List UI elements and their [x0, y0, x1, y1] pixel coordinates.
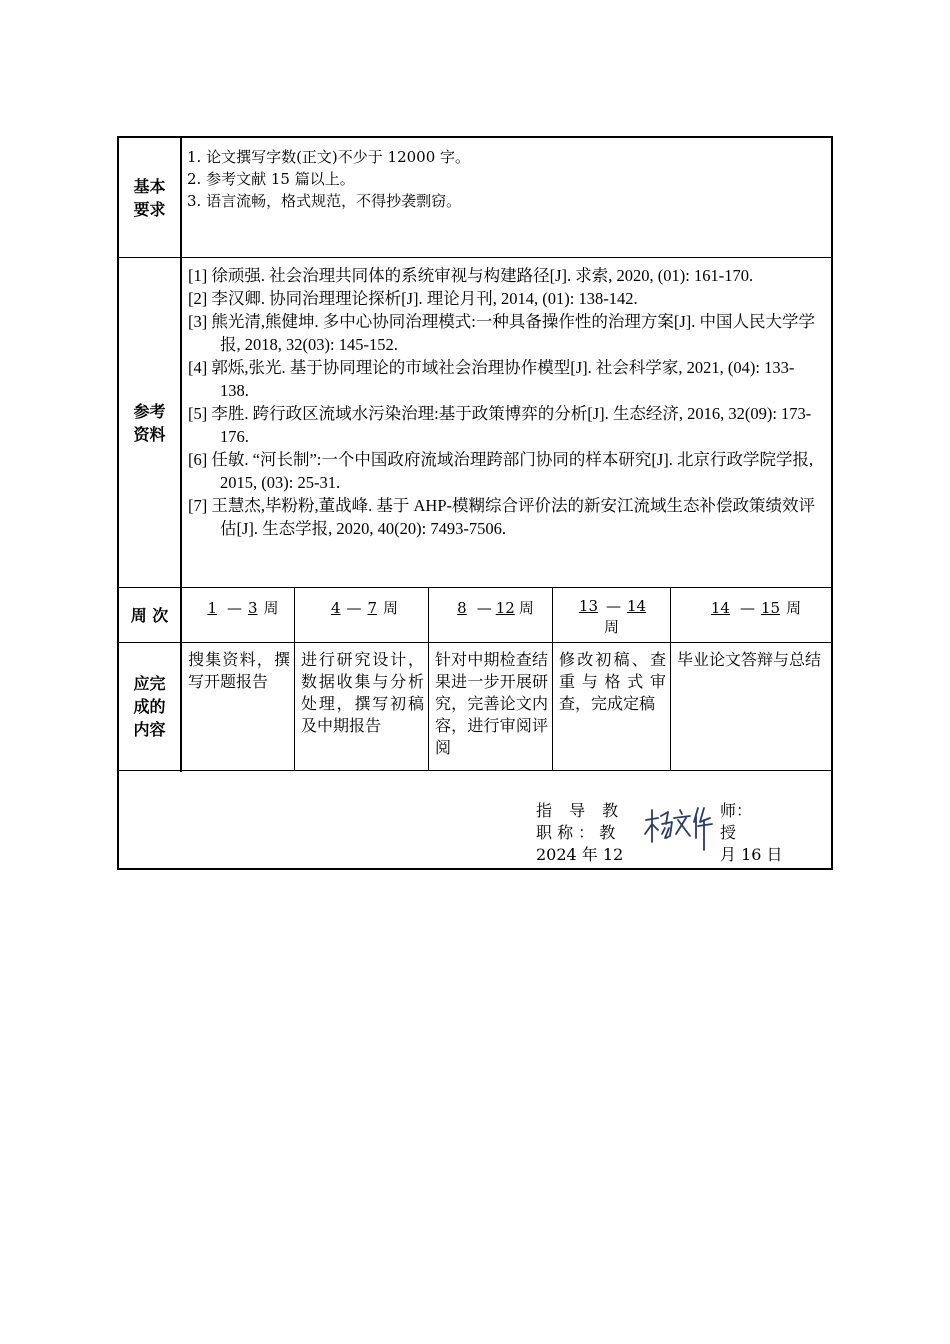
reference-item: [5] 李胜. 跨行政区流域水污染治理:基于政策博弈的分析[J]. 生态经济, 2016, 32(09): 173-176.: [188, 404, 812, 446]
week-unit: 周: [263, 599, 279, 617]
label-line: 要求: [133, 199, 166, 219]
date-suffix: 月 16 日: [720, 845, 783, 864]
week-from: 4: [330, 599, 341, 617]
task-item: 毕业论文答辩与总结: [677, 650, 822, 669]
task-item: 搜集资料，撰写开题报告: [188, 650, 290, 691]
week-to: 7: [367, 599, 378, 617]
reference-item: [7] 王慧杰,毕粉粉,董战峰. 基于 AHP-模糊综合评价法的新安江流域生态补偿政策绩效评估[J]. 生态学报, 2020, 40(20): 7493-7506.: [188, 496, 815, 538]
reference-item: [1] 徐顽强. 社会治理共同体的系统审视与构建路径[J]. 求索, 2020, (01): 161-170.: [188, 266, 754, 285]
week-range: [553, 588, 670, 642]
task-table: [117, 136, 833, 870]
label-line: 内容: [133, 720, 166, 739]
label-line: 应完: [133, 674, 166, 693]
requirements-list: [182, 138, 831, 257]
week-range: [295, 588, 428, 642]
week-sep: —: [476, 599, 492, 617]
week-to: 15: [760, 599, 781, 617]
reference-item: [3] 熊光清,熊健坤. 多中心协同治理模式:一种具备操作性的治理方案[J]. 中国人民大学学报, 2018, 32(03): 145-152.: [188, 312, 815, 354]
week-sep: —: [739, 599, 755, 617]
task-item: 进行研究设计，数据收集与分析处理，撰写初稿及中期报告: [301, 650, 424, 735]
week-sep: —: [226, 599, 242, 617]
references-list: [182, 258, 831, 587]
week-unit: 周: [603, 618, 619, 636]
week-unit: 周: [518, 599, 534, 617]
week-from: 14: [710, 599, 730, 617]
week-to: 3: [247, 599, 258, 617]
date-prefix: 2024 年 12: [536, 845, 624, 864]
references-label: [119, 258, 180, 587]
week-range: [182, 588, 294, 642]
requirement-item: 1. 论文撰写字数(正文)不少于 12000 字。: [187, 148, 471, 166]
reference-item: [6] 任敏. “河长制”:一个中国政府流域治理跨部门协同的样本研究[J]. 北京行政学院学报, 2015, (03): 25-31.: [188, 450, 814, 492]
week-from: 13: [578, 597, 598, 615]
week-range: [671, 588, 831, 642]
label-line: 参考: [133, 401, 166, 421]
title-label-end: 授: [720, 823, 737, 842]
advisor-label: 指 导 教: [536, 801, 625, 820]
task-item: 修改初稿、查重与格式审查，完成定稿: [559, 650, 666, 713]
advisor-label-end: 师：: [720, 801, 753, 820]
label-line: 基本: [133, 176, 166, 196]
basic-requirements-label: [119, 138, 180, 257]
week-from: 1: [207, 599, 217, 617]
week-unit: 周: [786, 599, 802, 617]
label-line: 成的: [133, 697, 166, 716]
divider: [119, 770, 831, 771]
label-line: 资料: [133, 424, 166, 444]
week-label: [119, 588, 180, 642]
week-unit: 周: [383, 599, 399, 617]
task-item: 针对中期检查结果进一步开展研究，完善论文内容，进行审阅评阅: [435, 650, 548, 757]
week-sep: —: [606, 597, 621, 615]
reference-item: [4] 郭烁,张光. 基于协同理论的市域社会治理协作模型[J]. 社会科学家, 2021, (04): 133-138.: [188, 358, 795, 400]
reference-item: [2] 李汉卿. 协同治理理论探析[J]. 理论月刊, 2014, (01): 138-142.: [188, 289, 638, 308]
requirement-item: 3. 语言流畅，格式规范，不得抄袭剽窃。: [187, 192, 462, 210]
week-to: 14: [627, 597, 647, 615]
tasks-label: [119, 643, 180, 770]
requirement-item: 2. 参考文献 15 篇以上。: [187, 170, 355, 188]
week-to: 12: [495, 599, 515, 617]
handwritten-signature: [640, 800, 718, 858]
week-range: [429, 588, 552, 642]
week-from: 8: [457, 599, 467, 617]
week-label-text: 周 次: [130, 605, 169, 625]
title-label: 职 称 ： 教: [536, 823, 616, 842]
week-sep: —: [346, 599, 362, 617]
